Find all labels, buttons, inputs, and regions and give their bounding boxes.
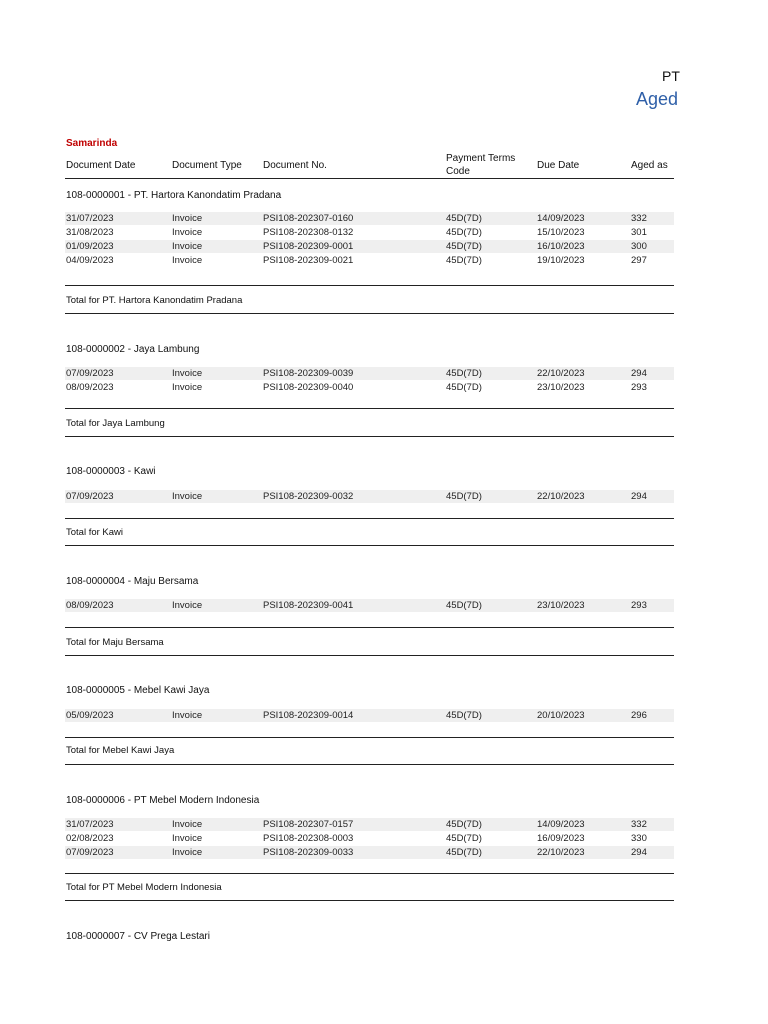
cell-document-no: PSI108-202309-0021 xyxy=(263,255,354,266)
cell-due-date: 22/10/2023 xyxy=(537,368,585,379)
cell-document-date: 02/08/2023 xyxy=(66,833,114,844)
cell-due-date: 14/09/2023 xyxy=(537,819,585,830)
customer-total-label: Total for Maju Bersama xyxy=(66,637,164,648)
branch-label: Samarinda xyxy=(66,138,118,149)
col-header-document-type: Document Type xyxy=(172,160,242,171)
cell-document-type: Invoice xyxy=(172,255,203,266)
cell-payment-terms: 45D(7D) xyxy=(446,600,482,611)
customer-total-label: Total for PT. Hartora Kanondatim Pradana xyxy=(66,295,243,306)
company-name: PT xyxy=(662,68,680,84)
cell-document-type: Invoice xyxy=(172,213,203,224)
cell-document-type: Invoice xyxy=(172,833,203,844)
cell-due-date: 23/10/2023 xyxy=(537,600,585,611)
table-row xyxy=(65,226,674,239)
col-header-payment-terms-line2: Code xyxy=(446,166,470,177)
cell-due-date: 22/10/2023 xyxy=(537,491,585,502)
cell-aged-days: 332 xyxy=(631,213,647,224)
customer-total-label: Total for Mebel Kawi Jaya xyxy=(66,745,175,756)
cell-document-date: 31/08/2023 xyxy=(66,227,114,238)
cell-payment-terms: 45D(7D) xyxy=(446,255,482,266)
customer-group-header: 108-0000006 - PT Mebel Modern Indonesia xyxy=(66,795,260,806)
table-row xyxy=(65,254,674,267)
customer-group-header: 108-0000001 - PT. Hartora Kanondatim Pradana xyxy=(66,190,282,201)
cell-document-type: Invoice xyxy=(172,491,203,502)
cell-document-type: Invoice xyxy=(172,847,203,858)
cell-due-date: 19/10/2023 xyxy=(537,255,585,266)
cell-document-type: Invoice xyxy=(172,241,203,252)
group-divider xyxy=(65,900,674,901)
col-header-document-no: Document No. xyxy=(263,160,327,171)
cell-due-date: 15/10/2023 xyxy=(537,227,585,238)
cell-document-no: PSI108-202308-0003 xyxy=(263,833,354,844)
cell-document-date: 05/09/2023 xyxy=(66,710,114,721)
cell-aged-days: 300 xyxy=(631,241,647,252)
cell-document-no: PSI108-202309-0032 xyxy=(263,491,354,502)
cell-document-no: PSI108-202309-0033 xyxy=(263,847,354,858)
cell-document-type: Invoice xyxy=(172,600,203,611)
table-row xyxy=(65,240,674,253)
cell-due-date: 22/10/2023 xyxy=(537,847,585,858)
cell-document-type: Invoice xyxy=(172,710,203,721)
cell-document-no: PSI108-202309-0041 xyxy=(263,600,354,611)
cell-document-type: Invoice xyxy=(172,382,203,393)
col-header-due-date: Due Date xyxy=(537,160,580,171)
col-header-payment-terms-line1: Payment Terms xyxy=(446,153,516,164)
group-divider xyxy=(65,436,674,437)
cell-aged-days: 297 xyxy=(631,255,647,266)
table-row xyxy=(65,599,674,612)
table-row xyxy=(65,709,674,722)
cell-document-no: PSI108-202309-0001 xyxy=(263,241,354,252)
cell-aged-days: 293 xyxy=(631,600,647,611)
cell-aged-days: 330 xyxy=(631,833,647,844)
cell-document-date: 31/07/2023 xyxy=(66,213,114,224)
cell-aged-days: 293 xyxy=(631,382,647,393)
customer-total-label: Total for PT Mebel Modern Indonesia xyxy=(66,882,222,893)
cell-document-date: 08/09/2023 xyxy=(66,600,114,611)
col-header-payment-terms xyxy=(446,152,515,178)
cell-document-date: 07/09/2023 xyxy=(66,368,114,379)
group-divider xyxy=(65,313,674,314)
customer-group-header: 108-0000002 - Jaya Lambung xyxy=(66,344,200,355)
cell-payment-terms: 45D(7D) xyxy=(446,213,482,224)
table-row xyxy=(65,818,674,831)
cell-document-no: PSI108-202309-0014 xyxy=(263,710,354,721)
cell-payment-terms: 45D(7D) xyxy=(446,819,482,830)
group-divider xyxy=(65,655,674,656)
col-header-aged-as: Aged as xyxy=(631,160,668,171)
cell-aged-days: 294 xyxy=(631,491,647,502)
cell-payment-terms: 45D(7D) xyxy=(446,368,482,379)
cell-payment-terms: 45D(7D) xyxy=(446,382,482,393)
cell-document-no: PSI108-202309-0040 xyxy=(263,382,354,393)
group-divider xyxy=(65,545,674,546)
group-divider xyxy=(65,737,674,738)
table-row xyxy=(65,212,674,225)
customer-group-header: 108-0000003 - Kawi xyxy=(66,466,156,477)
cell-document-no: PSI108-202309-0039 xyxy=(263,368,354,379)
table-row xyxy=(65,367,674,380)
group-divider xyxy=(65,764,674,765)
cell-document-no: PSI108-202307-0160 xyxy=(263,213,354,224)
cell-due-date: 16/09/2023 xyxy=(537,833,585,844)
report-title: Aged xyxy=(636,89,679,109)
customer-group-header: 108-0000005 - Mebel Kawi Jaya xyxy=(66,685,210,696)
cell-aged-days: 332 xyxy=(631,819,647,830)
cell-payment-terms: 45D(7D) xyxy=(446,847,482,858)
cell-payment-terms: 45D(7D) xyxy=(446,710,482,721)
cell-aged-days: 296 xyxy=(631,710,647,721)
cell-due-date: 14/09/2023 xyxy=(537,213,585,224)
col-header-document-date: Document Date xyxy=(66,160,136,171)
cell-due-date: 20/10/2023 xyxy=(537,710,585,721)
customer-group-header: 108-0000007 - CV Prega Lestari xyxy=(66,931,210,942)
group-divider xyxy=(65,873,674,874)
cell-document-no: PSI108-202308-0132 xyxy=(263,227,354,238)
cell-document-date: 04/09/2023 xyxy=(66,255,114,266)
table-row xyxy=(65,490,674,503)
table-row xyxy=(65,846,674,859)
table-row xyxy=(65,381,674,394)
cell-document-date: 07/09/2023 xyxy=(66,847,114,858)
cell-document-no: PSI108-202307-0157 xyxy=(263,819,354,830)
cell-document-date: 01/09/2023 xyxy=(66,241,114,252)
customer-total-label: Total for Jaya Lambung xyxy=(66,418,165,429)
cell-document-date: 07/09/2023 xyxy=(66,491,114,502)
cell-payment-terms: 45D(7D) xyxy=(446,241,482,252)
cell-document-type: Invoice xyxy=(172,368,203,379)
cell-due-date: 16/10/2023 xyxy=(537,241,585,252)
cell-document-date: 31/07/2023 xyxy=(66,819,114,830)
cell-payment-terms: 45D(7D) xyxy=(446,491,482,502)
cell-payment-terms: 45D(7D) xyxy=(446,833,482,844)
customer-group-header: 108-0000004 - Maju Bersama xyxy=(66,576,199,587)
cell-due-date: 23/10/2023 xyxy=(537,382,585,393)
customer-total-label: Total for Kawi xyxy=(66,527,124,538)
cell-aged-days: 294 xyxy=(631,847,647,858)
cell-document-type: Invoice xyxy=(172,227,203,238)
cell-document-date: 08/09/2023 xyxy=(66,382,114,393)
cell-aged-days: 301 xyxy=(631,227,647,238)
cell-document-type: Invoice xyxy=(172,819,203,830)
group-divider xyxy=(65,518,674,519)
group-divider xyxy=(65,627,674,628)
table-row xyxy=(65,832,674,845)
cell-payment-terms: 45D(7D) xyxy=(446,227,482,238)
group-divider xyxy=(65,408,674,409)
group-divider xyxy=(65,285,674,286)
cell-aged-days: 294 xyxy=(631,368,647,379)
header-divider xyxy=(65,178,674,179)
